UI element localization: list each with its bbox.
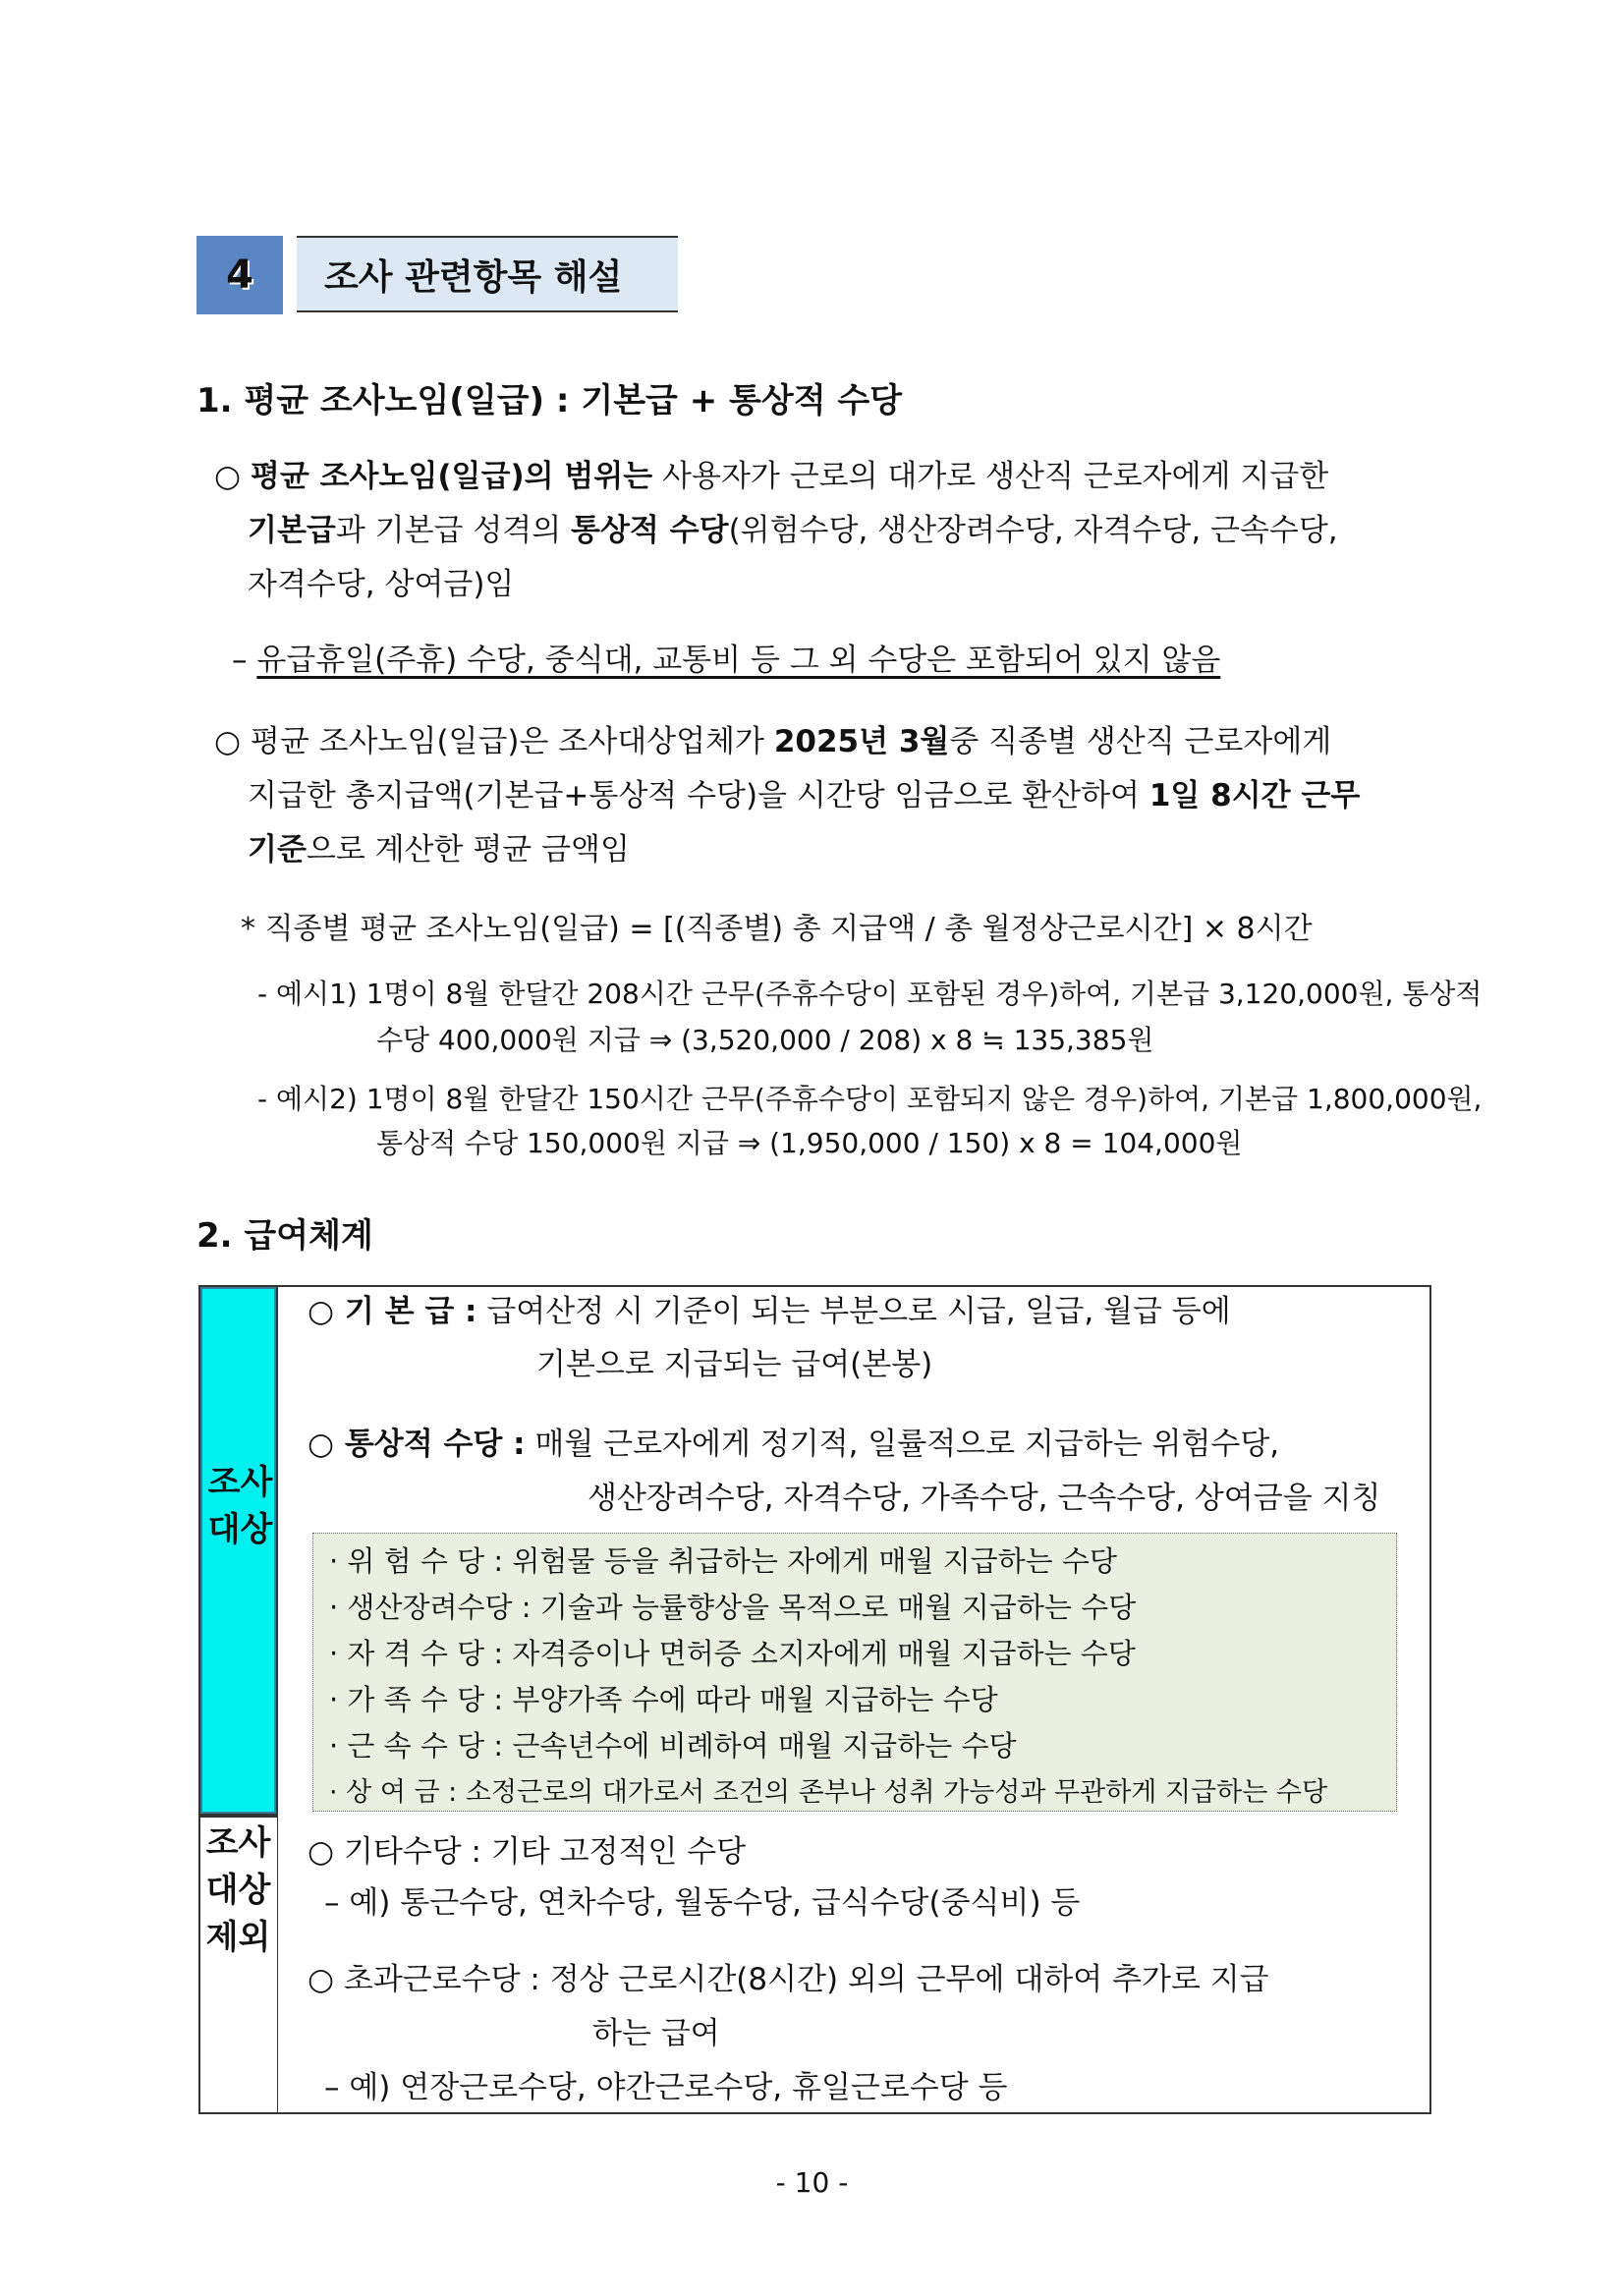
- page-number: - 10 -: [775, 2166, 849, 2199]
- row-label-excluded: [198, 1816, 278, 2114]
- allowance-item: · 상 여 금 : 소정근로의 대가로서 조건의 존부나 성취 가능성과 무관하게 지급하는 수당: [329, 1777, 1328, 1808]
- text: 지급한 총지급액(기본급+통상적 수당)을 시간당 임금으로 환산하여: [248, 778, 1149, 813]
- regular-allowance-line2: 생산장려수당, 자격수당, 가족수당, 근속수당, 상여금을 지칭: [588, 1481, 1381, 1516]
- note-text: 유급휴일(주휴) 수당, 중식대, 교통비 등 그 외 수당은 포함되어 있지 않음: [256, 643, 1221, 678]
- para2-line1: [214, 715, 1331, 769]
- row-label-included: [198, 1285, 278, 1816]
- heading-2: 2. 급여체계: [196, 1216, 373, 1256]
- regular-allowance-label: ○ 통상적 수당 :: [308, 1427, 526, 1462]
- overtime-allowance-line2: 하는 급여: [592, 2016, 720, 2051]
- bullet: ○: [214, 724, 242, 759]
- allowance-item: · 위 험 수 당 : 위험물 등을 취급하는 자에게 매월 지급하는 수당: [329, 1544, 1117, 1578]
- section-number-badge: 4: [196, 236, 283, 314]
- para2-line2: [248, 769, 1360, 823]
- other-allowance: ○ 기타수당 : 기타 고정적인 수당: [308, 1834, 747, 1870]
- note-dash: [232, 634, 1220, 688]
- text: 사용자가 근로의 대가로 생산직 근로자에게 지급한: [652, 459, 1329, 494]
- text: 으로 계산한 평균 금액임: [306, 832, 630, 868]
- other-allowance-example: – 예) 통근수당, 연차수당, 월동수당, 급식수당(중식비) 등: [324, 1885, 1081, 1921]
- text: 급여산정 시 기준이 되는 부분으로 시급, 일급, 월급 등에: [486, 1294, 1231, 1329]
- example-1-line1: - 예시1) 1명이 8월 한달간 208시간 근무(주휴수당이 포함된 경우)하여, 기본급 3,120,000원, 통상적: [257, 978, 1483, 1010]
- text: 과 기본급 성격의: [335, 513, 572, 548]
- formula: * 직종별 평균 조사노임(일급) = [(직종별) 총 지급액 / 총 월정상근로시간] × 8시간: [241, 912, 1313, 946]
- row-label-text: 조사대상제외: [205, 1823, 271, 1957]
- regular-allowance-line1: [308, 1418, 1279, 1472]
- section-title: 조사 관련항목 해설: [297, 236, 678, 312]
- para1-line3: 자격수당, 상여금)임: [248, 567, 515, 602]
- example-1-line2: 수당 400,000원 지급 ⇒ (3,520,000 / 208) x 8 ≒ 135,385원: [376, 1024, 1154, 1056]
- bullet: ○: [214, 459, 242, 494]
- text: (위험수당, 생산장려수당, 자격수당, 근속수당,: [728, 513, 1338, 548]
- bold-text: 통상적 수당: [571, 513, 729, 548]
- allowance-item: · 근 속 수 당 : 근속년수에 비례하여 매월 지급하는 수당: [329, 1729, 1017, 1763]
- para1-line2: [248, 504, 1338, 558]
- bold-text: 1일 8시간 근무: [1148, 778, 1361, 813]
- row-label-text: 조사대상: [207, 1463, 273, 1549]
- overtime-allowance-line1: ○ 초과근로수당 : 정상 근로시간(8시간) 외의 근무에 대하여 추가로 지급: [308, 1962, 1269, 1997]
- basic-pay-line2: 기본으로 지급되는 급여(본봉): [536, 1347, 933, 1382]
- example-2-line1: - 예시2) 1명이 8월 한달간 150시간 근무(주휴수당이 포함되지 않은 경우)하여, 기본급 1,800,000원,: [257, 1083, 1483, 1115]
- basic-pay-label: ○ 기 본 급 :: [308, 1294, 477, 1329]
- text: 평균 조사노임(일급)은 조사대상업체가: [250, 724, 774, 759]
- bold-text: 평균 조사노임(일급)의 범위는: [250, 459, 653, 494]
- text: 중 직종별 생산직 근로자에게: [949, 724, 1332, 759]
- dash: –: [232, 643, 248, 678]
- para1-line1: [214, 450, 1328, 504]
- allowance-item: · 생산장려수당 : 기술과 능률향상을 목적으로 매월 지급하는 수당: [329, 1591, 1137, 1624]
- basic-pay-line1: [308, 1285, 1231, 1339]
- bold-text: 기본급: [248, 513, 336, 548]
- heading-1: 1. 평균 조사노임(일급) : 기본급 + 통상적 수당: [196, 381, 903, 420]
- overtime-allowance-example: – 예) 연장근로수당, 야간근로수당, 휴일근로수당 등: [324, 2070, 1008, 2105]
- allowance-item: · 가 족 수 당 : 부양가족 수에 따라 매월 지급하는 수당: [329, 1683, 998, 1716]
- example-2-line2: 통상적 수당 150,000원 지급 ⇒ (1,950,000 / 150) x 8 = 104,000원: [376, 1127, 1243, 1159]
- allowance-item: · 자 격 수 당 : 자격증이나 면허증 소지자에게 매월 지급하는 수당: [329, 1637, 1136, 1670]
- text: 매월 근로자에게 정기적, 일률적으로 지급하는 위험수당,: [534, 1427, 1280, 1462]
- bold-text: 기준: [248, 832, 307, 868]
- bold-text: 2025년 3월: [773, 724, 950, 759]
- para2-line3: [248, 823, 630, 877]
